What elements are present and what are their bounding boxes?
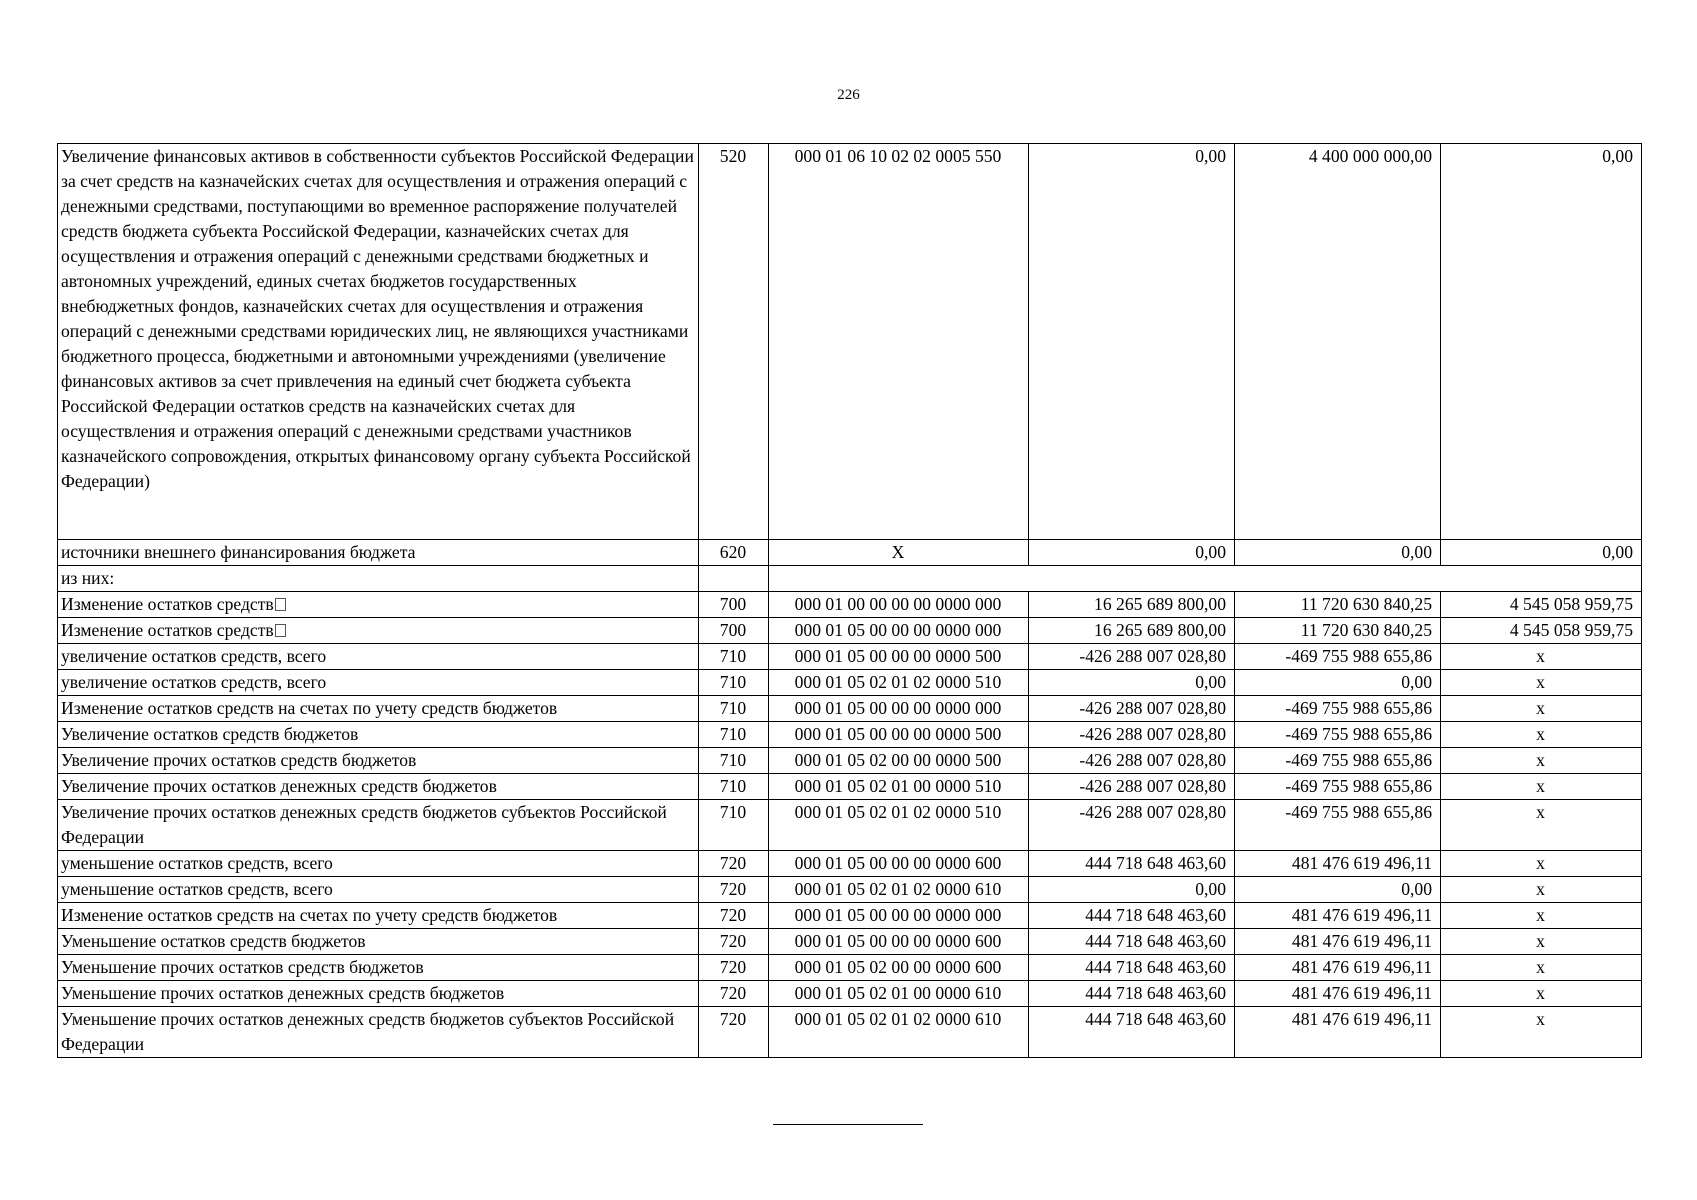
- row-line-code: 520: [699, 144, 769, 540]
- row-line-code: 710: [699, 748, 769, 774]
- table-row: [58, 903, 1642, 929]
- row-source-code: 000 01 05 00 00 00 0000 600: [769, 929, 1029, 955]
- row-name: Изменение остатков средств на счетах по учету средств бюджетов: [58, 696, 699, 722]
- row-value-unexecuted: x: [1441, 929, 1642, 955]
- row-value-approved: 0,00: [1029, 877, 1235, 903]
- row-value-approved: 0,00: [1029, 540, 1235, 566]
- row-value-approved: 444 718 648 463,60: [1029, 929, 1235, 955]
- table-row: [58, 696, 1642, 722]
- row-source-code: 000 01 00 00 00 00 0000 000: [769, 592, 1029, 618]
- row-name: из них:: [58, 566, 699, 592]
- row-value-approved: -426 288 007 028,80: [1029, 774, 1235, 800]
- row-value-executed: 481 476 619 496,11: [1235, 851, 1441, 877]
- row-line-code: 620: [699, 540, 769, 566]
- row-value-executed: 481 476 619 496,11: [1235, 955, 1441, 981]
- table-row: [58, 592, 1642, 618]
- row-name: источники внешнего финансирования бюджета: [58, 540, 699, 566]
- row-value-executed: 481 476 619 496,11: [1235, 1007, 1441, 1058]
- row-value-unexecuted: x: [1441, 696, 1642, 722]
- row-value-executed: 0,00: [1235, 540, 1441, 566]
- row-line-code: 710: [699, 696, 769, 722]
- row-name: Увеличение финансовых активов в собственности субъектов Российской Федерации за счет средств на казначейских счетах для осуществления и отражения операций с денежными средствами, поступающими во временное распоряжение получателей средств бюджета субъекта Российской Федерации, казначейских счетах для осуществления и отражения операций с денежными средствами бюджетных и автономных учреждений, единых счетах бюджетов государственных внебюджетных фондов, казначейских счетах для осуществления и отражения операций с денежными средствами юридических лиц, не являющихся участниками бюджетного процесса, бюджетными и автономными учреждениями (увеличение финансовых активов за счет привлечения на единый счет бюджета субъекта Российской Федерации остатков средств на казначейских счетах для осуществления и отражения операций с денежными средствами участников казначейского сопровождения, открытых финансовому органу субъекта Российской Федерации): [58, 144, 699, 540]
- row-name: Увеличение остатков средств бюджетов: [58, 722, 699, 748]
- row-source-code: 000 01 05 02 00 00 0000 500: [769, 748, 1029, 774]
- footer-divider: [773, 1124, 923, 1125]
- row-name: уменьшение остатков средств, всего: [58, 851, 699, 877]
- row-value-approved: 16 265 689 800,00: [1029, 618, 1235, 644]
- row-source-code: 000 01 05 02 01 02 0000 510: [769, 670, 1029, 696]
- row-value-unexecuted: x: [1441, 800, 1642, 851]
- row-value-executed: -469 755 988 655,86: [1235, 644, 1441, 670]
- table-row: [58, 774, 1642, 800]
- table-row: [58, 644, 1642, 670]
- row-value-executed: 0,00: [1235, 670, 1441, 696]
- row-value-approved: -426 288 007 028,80: [1029, 722, 1235, 748]
- row-value-executed: 11 720 630 840,25: [1235, 618, 1441, 644]
- row-value-executed: 481 476 619 496,11: [1235, 929, 1441, 955]
- row-line-code: 720: [699, 903, 769, 929]
- table-row: [58, 748, 1642, 774]
- row-value-approved: -426 288 007 028,80: [1029, 800, 1235, 851]
- row-name: Уменьшение прочих остатков средств бюджетов: [58, 955, 699, 981]
- row-line-code: 720: [699, 877, 769, 903]
- row-source-code: 000 01 05 02 01 02 0000 610: [769, 1007, 1029, 1058]
- row-line-code: 700: [699, 618, 769, 644]
- row-value-approved: 444 718 648 463,60: [1029, 903, 1235, 929]
- row-name: Изменение остатков средств на счетах по учету средств бюджетов: [58, 903, 699, 929]
- row-value-unexecuted: 0,00: [1441, 144, 1642, 540]
- table-row: [58, 722, 1642, 748]
- table-row: [58, 800, 1642, 851]
- row-line-code: 710: [699, 722, 769, 748]
- table-row: [58, 1007, 1642, 1058]
- row-line-code: 720: [699, 1007, 769, 1058]
- table-row: [58, 877, 1642, 903]
- row-name: Уменьшение остатков средств бюджетов: [58, 929, 699, 955]
- table-row: [58, 540, 1642, 566]
- row-line-code: 720: [699, 955, 769, 981]
- table-row: [58, 929, 1642, 955]
- row-source-code: 000 01 05 02 01 00 0000 510: [769, 774, 1029, 800]
- row-value-approved: 444 718 648 463,60: [1029, 1007, 1235, 1058]
- row-value-unexecuted: x: [1441, 748, 1642, 774]
- unknown-glyph-icon: [275, 598, 286, 611]
- row-empty-span: [769, 566, 1642, 592]
- row-line-code: 710: [699, 800, 769, 851]
- table-row: [58, 981, 1642, 1007]
- row-value-unexecuted: x: [1441, 851, 1642, 877]
- table-row: [58, 670, 1642, 696]
- row-value-unexecuted: x: [1441, 1007, 1642, 1058]
- row-value-approved: -426 288 007 028,80: [1029, 696, 1235, 722]
- row-value-unexecuted: x: [1441, 670, 1642, 696]
- row-value-approved: -426 288 007 028,80: [1029, 644, 1235, 670]
- row-value-approved: 0,00: [1029, 144, 1235, 540]
- row-value-approved: 444 718 648 463,60: [1029, 851, 1235, 877]
- row-value-approved: 444 718 648 463,60: [1029, 955, 1235, 981]
- row-source-code: Х: [769, 540, 1029, 566]
- row-source-code: 000 01 05 02 01 02 0000 510: [769, 800, 1029, 851]
- row-value-approved: 16 265 689 800,00: [1029, 592, 1235, 618]
- row-value-unexecuted: x: [1441, 774, 1642, 800]
- page-number: 226: [837, 87, 860, 103]
- row-source-code: 000 01 06 10 02 02 0005 550: [769, 144, 1029, 540]
- row-value-unexecuted: x: [1441, 644, 1642, 670]
- row-value-executed: -469 755 988 655,86: [1235, 774, 1441, 800]
- row-line-code: 720: [699, 851, 769, 877]
- row-value-approved: -426 288 007 028,80: [1029, 748, 1235, 774]
- row-value-unexecuted: 4 545 058 959,75: [1441, 592, 1642, 618]
- row-source-code: 000 01 05 02 00 00 0000 600: [769, 955, 1029, 981]
- row-name: Увеличение прочих остатков денежных средств бюджетов субъектов Российской Федерации: [58, 800, 699, 851]
- row-source-code: 000 01 05 00 00 00 0000 000: [769, 903, 1029, 929]
- row-source-code: 000 01 05 02 01 02 0000 610: [769, 877, 1029, 903]
- row-source-code: 000 01 05 00 00 00 0000 500: [769, 644, 1029, 670]
- row-name: Увеличение прочих остатков денежных средств бюджетов: [58, 774, 699, 800]
- row-value-executed: -469 755 988 655,86: [1235, 748, 1441, 774]
- row-source-code: 000 01 05 00 00 00 0000 600: [769, 851, 1029, 877]
- row-name: увеличение остатков средств, всего: [58, 644, 699, 670]
- row-value-executed: -469 755 988 655,86: [1235, 800, 1441, 851]
- row-source-code: 000 01 05 00 00 00 0000 000: [769, 696, 1029, 722]
- row-value-unexecuted: x: [1441, 955, 1642, 981]
- row-value-unexecuted: 4 545 058 959,75: [1441, 618, 1642, 644]
- row-name: уменьшение остатков средств, всего: [58, 877, 699, 903]
- table-row: [58, 955, 1642, 981]
- row-line-code: 720: [699, 929, 769, 955]
- row-name: увеличение остатков средств, всего: [58, 670, 699, 696]
- row-value-approved: 444 718 648 463,60: [1029, 981, 1235, 1007]
- table-row: [58, 618, 1642, 644]
- row-value-executed: 4 400 000 000,00: [1235, 144, 1441, 540]
- row-value-executed: -469 755 988 655,86: [1235, 722, 1441, 748]
- row-name: Уменьшение прочих остатков денежных средств бюджетов субъектов Российской Федерации: [58, 1007, 699, 1058]
- table-row: [58, 566, 1642, 592]
- row-value-approved: 0,00: [1029, 670, 1235, 696]
- row-value-executed: 481 476 619 496,11: [1235, 981, 1441, 1007]
- row-value-executed: 11 720 630 840,25: [1235, 592, 1441, 618]
- row-source-code: 000 01 05 02 01 00 0000 610: [769, 981, 1029, 1007]
- table-row: [58, 144, 1642, 540]
- budget-sources-table: [57, 143, 1642, 1058]
- row-value-unexecuted: x: [1441, 722, 1642, 748]
- row-value-executed: 0,00: [1235, 877, 1441, 903]
- row-value-unexecuted: x: [1441, 903, 1642, 929]
- row-line-code: 720: [699, 981, 769, 1007]
- row-name: Уменьшение прочих остатков денежных средств бюджетов: [58, 981, 699, 1007]
- row-name: Изменение остатков средств: [58, 618, 699, 644]
- row-value-unexecuted: 0,00: [1441, 540, 1642, 566]
- row-name: Изменение остатков средств: [58, 592, 699, 618]
- row-value-executed: -469 755 988 655,86: [1235, 696, 1441, 722]
- row-source-code: 000 01 05 00 00 00 0000 500: [769, 722, 1029, 748]
- row-value-executed: 481 476 619 496,11: [1235, 903, 1441, 929]
- row-line-code: [699, 566, 769, 592]
- row-source-code: 000 01 05 00 00 00 0000 000: [769, 618, 1029, 644]
- row-line-code: 710: [699, 644, 769, 670]
- table-row: [58, 851, 1642, 877]
- row-line-code: 710: [699, 670, 769, 696]
- unknown-glyph-icon: [275, 624, 286, 637]
- row-name: Увеличение прочих остатков средств бюджетов: [58, 748, 699, 774]
- row-value-unexecuted: x: [1441, 877, 1642, 903]
- row-line-code: 710: [699, 774, 769, 800]
- row-value-unexecuted: x: [1441, 981, 1642, 1007]
- row-line-code: 700: [699, 592, 769, 618]
